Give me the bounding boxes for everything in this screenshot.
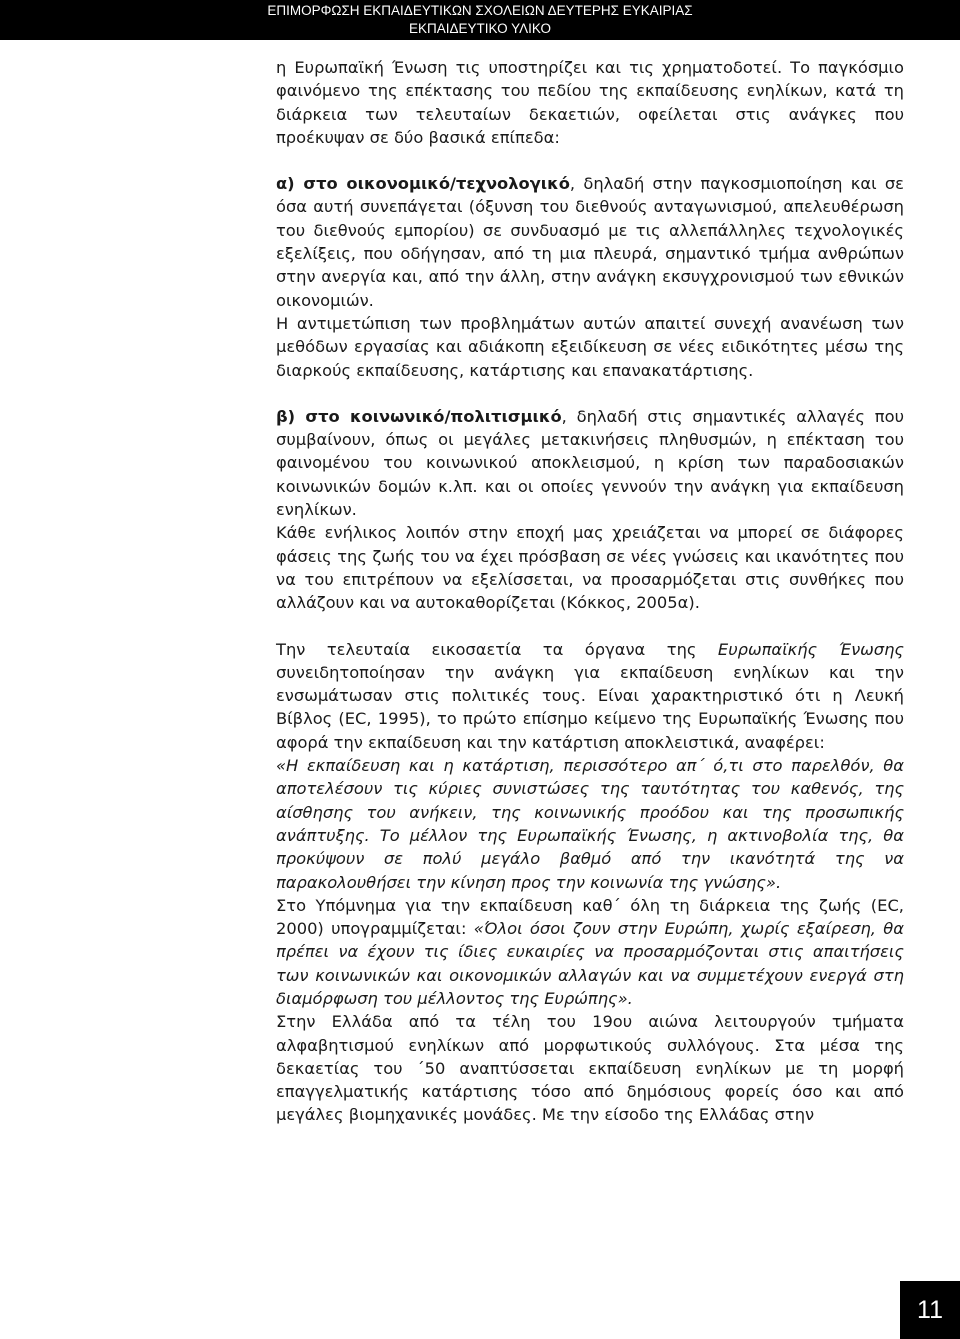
- quote-white-paper: «Η εκπαίδευση και η κατάρτιση, περισσότερο απ΄ ό,τι στο παρελθόν, θα αποτελέσουν τις κύριες συνιστώσες της ταυτότητας του καθενός, της αίσθησης του ανήκειν, της κοινωνικής προόδου και της προσωπικής ανάπτυξης. Το μέλλον της Ευρωπαϊκής Ένωσης, η ακτινοβολία της, θα προκύψουν σε πολύ μεγάλο βαθμό από την ικανότητά της να παρακολουθήσει την κίνηση προς την κοινωνία της γνώσης».: [276, 756, 904, 892]
- quote-memorandum: «Όλοι όσοι ζουν στην Ευρώπη, χωρίς εξαίρεση, θα πρέπει να έχουν τις ίδιες ευκαιρίες να προσαρμόζονται στις απαιτήσεις των κοινωνικών και οικονομικών αλλαγών και να συμμετέχουν ενεργά στη διαμόρφωση του μέλλοντος της Ευρώπης».: [276, 919, 904, 1008]
- paragraph-social: [276, 405, 904, 521]
- eu-name: Ευρωπαϊκής Ένωσης: [717, 639, 904, 659]
- paragraph-intro: η Ευρωπαϊκή Ένωση τις υποστηρίζει και τις χρηματοδοτεί. Το παγκόσμιο φαινόμενο της επέκτασης του πεδίου της εκπαίδευσης ενηλίκων, κατά τη διάρκεια των τελευταίων δεκαετιών, οφείλεται στις ανάγκες που προέκυψαν σε δύο βασικά επίπεδα:: [276, 58, 904, 147]
- paragraph-memorandum: Στο Υπόμνημα για την εκπαίδευση καθ΄ όλη τη διάρκεια της ζωής (EC, 2000) υπογραμμίζεται: «Όλοι όσοι ζουν στην Ευρώπη, χωρίς εξαίρεση, θα πρέπει να έχουν τις ίδιες ευκαιρίες να προσαρμόζονται στις απαιτήσεις των κοινωνικών και οικονομικών αλλαγών και να συμμετέχουν ενεργά στη διαμόρφωση του μέλλοντος της Ευρώπης».: [276, 895, 904, 1008]
- social-heading: β) στο κοινωνικό/πολιτισμικό: [276, 406, 562, 426]
- header-bar: [0, 0, 960, 40]
- document-body: [276, 56, 904, 1127]
- paragraph-economic: [276, 172, 904, 312]
- economic-text: , δηλαδή στην παγκοσμιοποίηση και σε όσα αυτή συνεπάγεται (όξυνση του διεθνούς ανταγωνισμού, απελευθέρωση του διεθνούς εμπορίου) σε συνδυασμό με τις αλλεπάλληλες τεχνολογικές εξελίξεις, που οδήγησαν, από τη μια πλευρά, σημαντικό τμήμα ανθρώπων στην ανεργία και, από την άλλη, στην ανάγκη εκσυγχρονισμού των εθνικών οικονομιών.: [276, 174, 904, 310]
- paragraph-eu: Την τελευταία εικοσαετία τα όργανα της Ευρωπαϊκής Ένωσης συνειδητοποίησαν την ανάγκη για εκπαίδευση ενηλίκων και την ενσωμάτωσαν στις πολιτικές τους. Είναι χαρακτηριστικό ότι η Λευκή Βίβλος (EC, 1995), το πρώτο επίσημο κείμενο της Ευρωπαϊκής Ένωσης που αφορά την εκπαίδευση και την κατάρτιση αποκλειστικά, αναφέρει:: [276, 639, 904, 752]
- social-text: , δηλαδή στις σημαντικές αλλαγές που συμβαίνουν, όπως οι μεγάλες μετακινήσεις πληθυσμών, η επέκταση του φαινομένου του κοινωνικού αποκλεισμού, η κρίση των παραδοσιακών κοινωνικών δομών κ.λπ. και οι οποίες γεννούν την ανάγκη για εκπαίδευση ενηλίκων.: [276, 406, 904, 520]
- paragraph-social-continued: Κάθε ενήλικος λοιπόν στην εποχή μας χρειάζεται να μπορεί σε διάφορες φάσεις της ζωής του να έχει πρόσβαση σε νέες γνώσεις και ικανότητες που να του επιτρέπουν να εξελίσσεται, να προσαρμόζεται στις συνθήκες που αλλάζουν και να αυτοκαθορίζεται (Κόκκος, 2005α).: [276, 523, 904, 613]
- page-number: 11: [900, 1281, 960, 1339]
- economic-heading: α) στο οικονομικό/τεχνολογικό: [276, 174, 570, 194]
- header-title: ΕΠΙΜΟΡΦΩΣΗ ΕΚΠΑΙΔΕΥΤΙΚΩΝ ΣΧΟΛΕΙΩΝ ΔΕΥΤΕΡΗΣ ΕΥΚΑΙΡΙΑΣ: [267, 3, 693, 18]
- paragraph-economic-continued: Η αντιμετώπιση των προβλημάτων αυτών απαιτεί συνεχή ανανέωση των μεθόδων εργασίας και αδιάκοπη εξειδίκευση σε νέες ειδικότητες μέσω της διαρκούς εκπαίδευσης, κατάρτισης και επανακατάρτισης.: [276, 313, 904, 380]
- paragraph-greece: Στην Ελλάδα από τα τέλη του 19ου αιώνα λειτουργούν τμήματα αλφαβητισμού ενηλίκων από μορφωτικούς συλλόγους. Στα μέσα της δεκαετίας του ΄50 αναπτύσσεται εκπαίδευση ενηλίκων με τη μορφή επαγγελματικής κατάρτισης τόσο από δημόσιους φορείς όσο και από μεγάλες βιομηχανικές μονάδες. Με την είσοδο της Ελλάδας στην: [276, 1012, 904, 1125]
- header-subtitle: ΕΚΠΑΙΔΕΥΤΙΚΟ ΥΛΙΚΟ: [409, 21, 551, 36]
